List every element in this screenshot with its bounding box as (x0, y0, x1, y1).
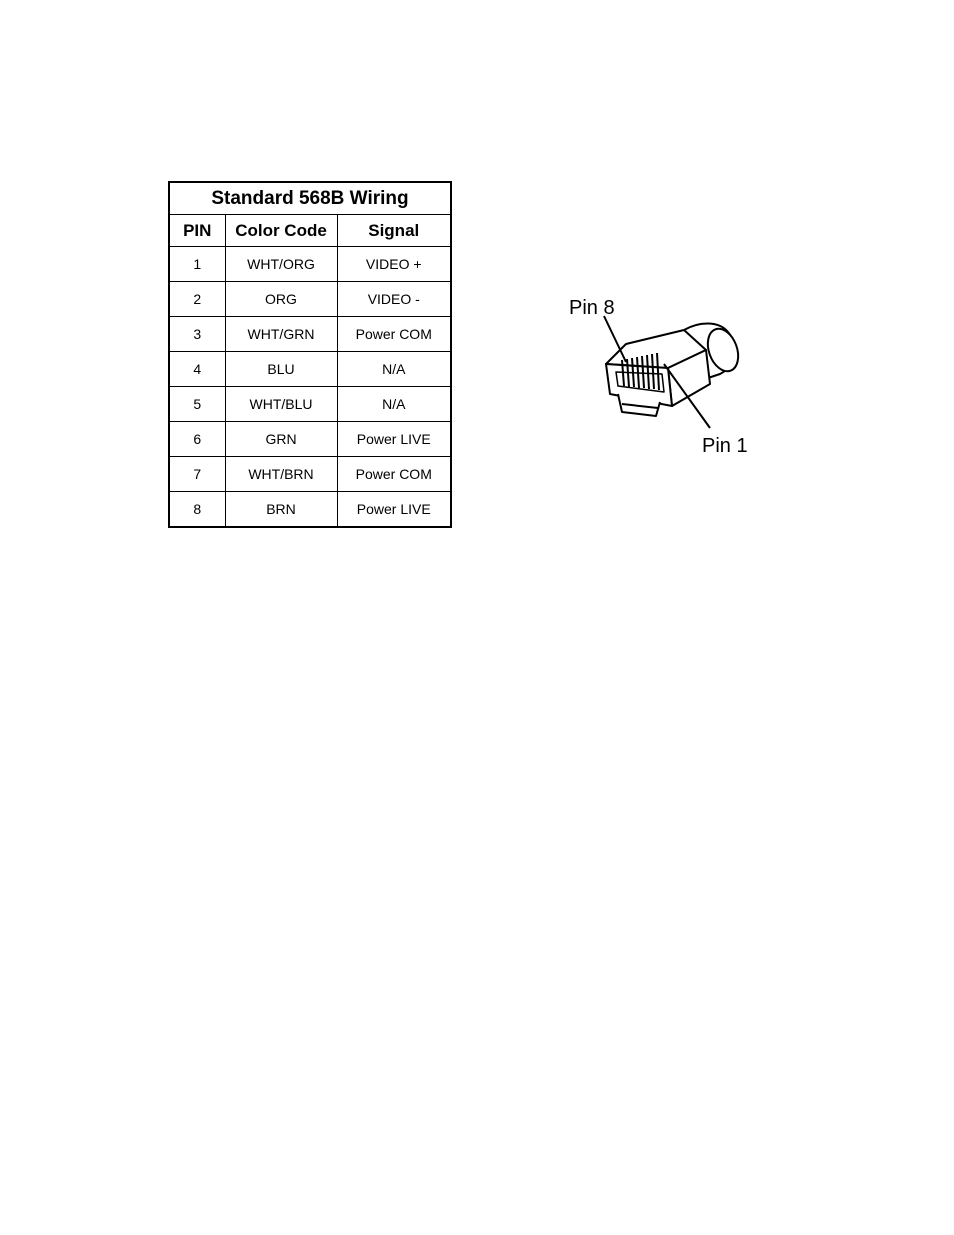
table-header-row (169, 215, 451, 247)
color-code-cell: WHT/GRN (225, 317, 337, 352)
color-code-cell: BRN (225, 492, 337, 528)
pin-cell: 4 (169, 352, 225, 387)
pin-cell: 5 (169, 387, 225, 422)
table-row (169, 317, 451, 352)
rj45-plug-illustration (606, 324, 744, 417)
signal-cell: Power LIVE (337, 422, 451, 457)
wiring-table (168, 181, 452, 528)
signal-cell: VIDEO + (337, 247, 451, 282)
color-code-cell: WHT/BRN (225, 457, 337, 492)
column-header-signal: Signal (337, 215, 451, 247)
table-row (169, 457, 451, 492)
column-header-color-code: Color Code (225, 215, 337, 247)
table-row (169, 492, 451, 528)
pin-cell: 2 (169, 282, 225, 317)
column-header-pin: PIN (169, 215, 225, 247)
signal-cell: VIDEO - (337, 282, 451, 317)
table-title-row (169, 182, 451, 215)
signal-cell: N/A (337, 352, 451, 387)
pin-8-label: Pin 8 (569, 297, 615, 319)
table-row (169, 282, 451, 317)
table-row (169, 247, 451, 282)
rj45-connector-diagram (560, 288, 760, 468)
signal-cell: Power COM (337, 317, 451, 352)
table-row (169, 352, 451, 387)
signal-cell: N/A (337, 387, 451, 422)
pin-cell: 6 (169, 422, 225, 457)
color-code-cell: WHT/BLU (225, 387, 337, 422)
pin-cell: 7 (169, 457, 225, 492)
pin-cell: 1 (169, 247, 225, 282)
color-code-cell: WHT/ORG (225, 247, 337, 282)
signal-cell: Power LIVE (337, 492, 451, 528)
color-code-cell: GRN (225, 422, 337, 457)
pin-1-label: Pin 1 (702, 435, 748, 457)
color-code-cell: BLU (225, 352, 337, 387)
signal-cell: Power COM (337, 457, 451, 492)
pin-cell: 3 (169, 317, 225, 352)
color-code-cell: ORG (225, 282, 337, 317)
table-row (169, 422, 451, 457)
table-title: Standard 568B Wiring (169, 182, 451, 215)
table-row (169, 387, 451, 422)
pin-cell: 8 (169, 492, 225, 528)
